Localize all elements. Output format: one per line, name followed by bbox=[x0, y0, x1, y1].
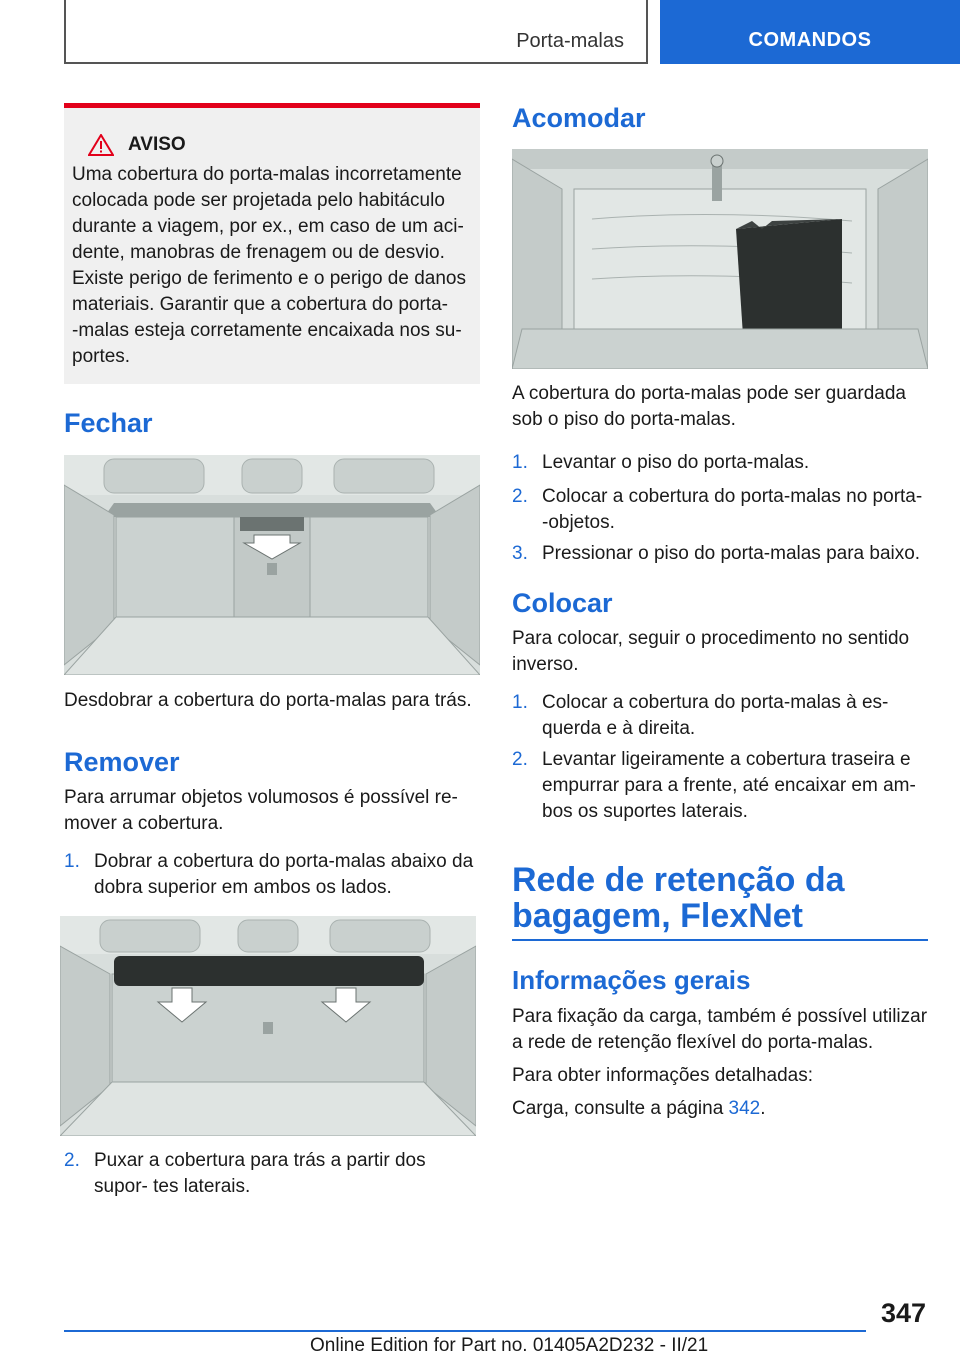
step-text: Levantar o piso do porta-malas. bbox=[542, 452, 810, 473]
warning-line: Uma cobertura do porta-malas incorretamente bbox=[72, 164, 462, 185]
acomodar-caption-line: sob o piso do porta-malas. bbox=[512, 409, 736, 430]
warning-line: colocada pode ser projetada pelo habitáculo bbox=[72, 190, 445, 211]
remover-step-1 bbox=[64, 849, 480, 901]
warning-line: durante a viagem, por ex., em caso de um aci- bbox=[72, 216, 464, 237]
step-number: 3. bbox=[512, 543, 528, 564]
warning-line: dente, manobras de frenagem ou de desvio. bbox=[72, 242, 445, 263]
rede-reference-text: Carga, consulte a página bbox=[512, 1098, 729, 1119]
header-chapter-tab[interactable] bbox=[660, 0, 960, 64]
acomodar-illustration bbox=[512, 149, 928, 369]
warning-line: -malas esteja corretamente encaixada nos su- bbox=[72, 320, 462, 341]
step-text: Dobrar a cobertura do porta-malas abaixo da dobra superior em ambos os lados. bbox=[94, 851, 474, 898]
warning-title: AVISO bbox=[128, 134, 186, 155]
rede-paragraph: Para obter informações detalhadas: bbox=[512, 1065, 814, 1086]
remover-heading: Remover bbox=[64, 747, 180, 777]
rede-reference bbox=[512, 1096, 928, 1122]
rede-reference-end: . bbox=[760, 1098, 766, 1119]
warning-title-row bbox=[72, 134, 472, 156]
rede-paragraph-line: a rede de retenção flexível do porta-malas. bbox=[512, 1032, 874, 1053]
footer-text: Online Edition for Part no. 01405A2D232 - II/21 bbox=[310, 1335, 709, 1356]
warning-box bbox=[64, 103, 480, 384]
step-number: 1. bbox=[512, 452, 528, 473]
header-section-box bbox=[64, 0, 648, 64]
acomodar-step-1 bbox=[512, 450, 928, 476]
page-number: 347 bbox=[880, 1298, 926, 1328]
remover-intro-line: mover a cobertura. bbox=[64, 813, 224, 834]
header-chapter-label: COMANDOS bbox=[748, 29, 872, 51]
header-section-title: Porta-malas bbox=[516, 30, 624, 52]
step-text: Colocar a cobertura do porta-malas no porta- -objetos. bbox=[542, 486, 923, 533]
step-text: Pressionar o piso do porta-malas para baixo. bbox=[542, 543, 921, 564]
step-number: 2. bbox=[512, 749, 528, 770]
fechar-heading: Fechar bbox=[64, 408, 153, 438]
colocar-heading: Colocar bbox=[512, 588, 613, 618]
rede-heading-rule bbox=[512, 939, 928, 941]
warning-line: materiais. Garantir que a cobertura do porta- bbox=[72, 294, 448, 315]
step-number: 1. bbox=[512, 692, 528, 713]
warning-triangle-icon bbox=[88, 134, 114, 156]
step-text: Levantar ligeiramente a cobertura traseira e empurrar para a frente, até encaixar em am- bos os suportes laterais. bbox=[542, 749, 916, 822]
step-number: 2. bbox=[64, 1150, 80, 1171]
rede-subheading: Informações gerais bbox=[512, 965, 751, 995]
rede-heading-line: bagagem, FlexNet bbox=[512, 897, 803, 935]
rede-heading-line: Rede de retenção da bbox=[512, 861, 845, 899]
acomodar-caption-line: A cobertura do porta-malas pode ser guardada bbox=[512, 383, 906, 404]
remover-step-2 bbox=[64, 1148, 480, 1200]
step-number: 2. bbox=[512, 486, 528, 507]
acomodar-step-3 bbox=[512, 541, 928, 567]
acomodar-step-2 bbox=[512, 484, 928, 536]
remover-illustration bbox=[60, 916, 476, 1136]
step-text: Colocar a cobertura do porta-malas à es- querda e à direita. bbox=[542, 692, 889, 739]
step-number: 1. bbox=[64, 851, 80, 872]
colocar-intro-line: Para colocar, seguir o procedimento no sentido bbox=[512, 628, 910, 649]
footer-rule bbox=[64, 1330, 866, 1332]
page-reference-link[interactable]: 342 bbox=[728, 1098, 761, 1119]
acomodar-heading: Acomodar bbox=[512, 103, 646, 133]
step-text: Puxar a cobertura para trás a partir dos supor- tes laterais. bbox=[94, 1150, 426, 1197]
fechar-illustration bbox=[64, 455, 480, 675]
colocar-step-1 bbox=[512, 690, 928, 742]
rede-paragraph-line: Para fixação da carga, também é possível utilizar bbox=[512, 1006, 928, 1027]
colocar-step-2 bbox=[512, 747, 928, 825]
fechar-caption: Desdobrar a cobertura do porta-malas para trás. bbox=[64, 690, 472, 711]
warning-line: Existe perigo de ferimento e o perigo de danos bbox=[72, 268, 466, 289]
colocar-intro-line: inverso. bbox=[512, 654, 579, 675]
warning-line: portes. bbox=[72, 346, 131, 367]
remover-intro-line: Para arrumar objetos volumosos é possível re- bbox=[64, 787, 458, 808]
